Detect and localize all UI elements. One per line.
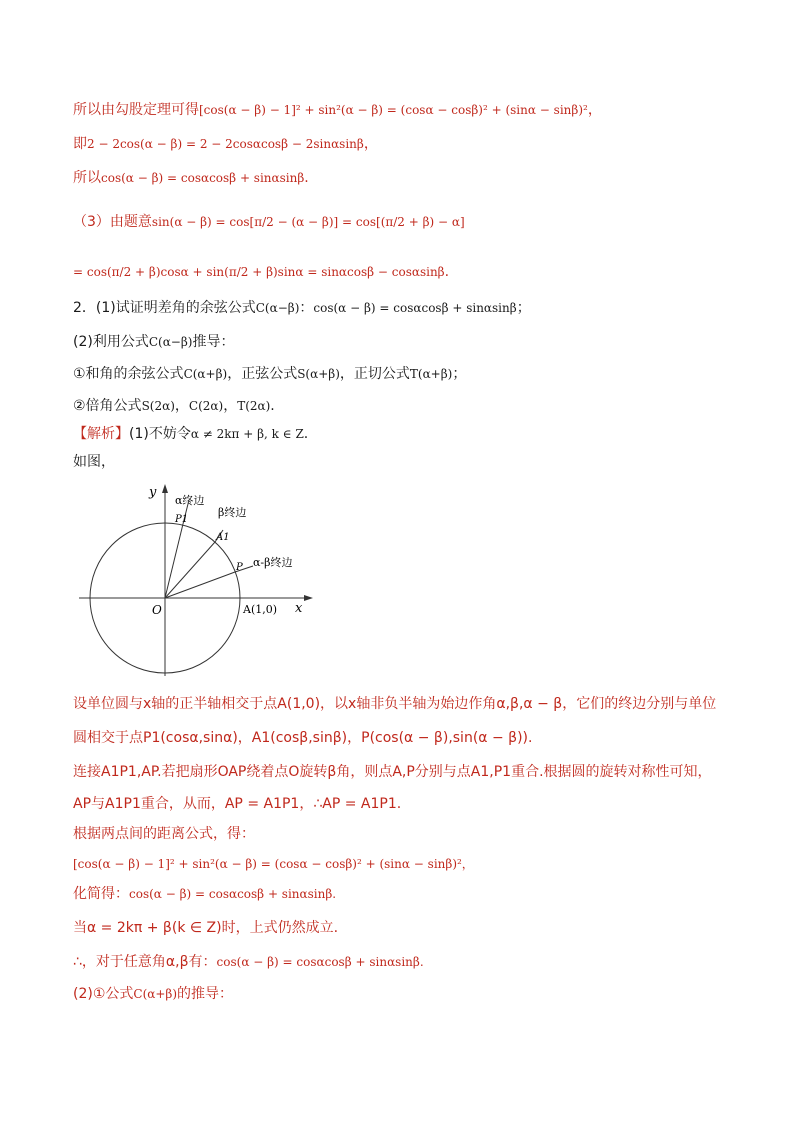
alpha-terminal-side xyxy=(165,524,183,598)
part3-equation-1: sin(α − β) = cos[π/2 − (α − β)] = cos[(π/2 + β) − α] xyxy=(151,215,465,229)
double-angle-label: ②倍角公式 xyxy=(73,398,142,414)
question-2-part2-end: 推导： xyxy=(192,334,235,350)
punct: ： xyxy=(299,300,314,316)
formula-symbol: S(2α) xyxy=(141,399,175,413)
analysis-line-4 xyxy=(73,728,532,748)
y-axis-label: y xyxy=(149,485,157,500)
proof-line-1-text: 所以由勾股定理可得 xyxy=(73,102,199,118)
part3-line-1 xyxy=(73,212,465,232)
origin-label: O xyxy=(152,603,162,617)
proof-line-3-prefix: 所以 xyxy=(73,170,101,186)
formula-symbol: T(2α) xyxy=(237,399,271,413)
point-p1-label: P1 xyxy=(175,514,189,525)
analysis-line-9 xyxy=(73,884,336,904)
analysis-line-11 xyxy=(73,952,424,972)
intersection-points-text: 圆相交于点P1(cosα,sinα)，A1(cosβ,sinβ)，P(cos(α − β),sin(α − β)). xyxy=(73,730,533,746)
pythagorean-equation: [cos(α − β) − 1]² + sin²(α − β) = (cosα − cosβ)² + (sinα − sinβ)² xyxy=(199,103,588,117)
conclusion-text: ∴，对于任意角α,β有： xyxy=(73,954,217,970)
special-case-text: 当α = 2kπ + β(k ∈ Z)时，上式仍然成立. xyxy=(73,920,339,936)
alpha-minus-beta-terminal-side xyxy=(165,572,235,598)
sum-cosine-label: ①和角的余弦公式 xyxy=(73,366,184,382)
punct: . xyxy=(303,426,309,442)
analysis-line-6 xyxy=(73,794,401,814)
punct: ； xyxy=(516,300,531,316)
proof-line-2-prefix: 即 xyxy=(73,136,87,152)
punct: ， xyxy=(587,102,602,118)
analysis-line-7 xyxy=(73,824,255,844)
conclusion-formula: cos(α − β) = cosαcosβ + sinαsinβ. xyxy=(216,955,424,969)
part2-derivation-text: (2)①公式 xyxy=(73,986,134,1002)
distance-equation: [cos(α − β) − 1]² + sin²(α − β) = (cosα − cosβ)² + (sinα − sinβ)²， xyxy=(73,857,474,871)
question-2-line-3 xyxy=(73,364,466,384)
analysis-line-3 xyxy=(73,694,716,714)
proof-line-3 xyxy=(73,168,309,188)
formula-symbol: C(α+β) xyxy=(133,987,178,1001)
rotation-text: 连接A1P1,AP.若把扇形OAP绕着点O旋转β角，则点A,P分别与点A1,P1重合.根据圆的旋转对称性可知， xyxy=(73,764,712,780)
part3-equation-2: = cos(π/2 + β)cosα + sin(π/2 + β)sinα = sinαcosβ − cosαsinβ xyxy=(73,265,445,279)
analysis-line-5 xyxy=(73,762,712,782)
analysis-tag: 【解析】 xyxy=(73,426,129,442)
difference-formula-result: cos(α − β) = cosαcosβ + sinαsinβ xyxy=(101,171,305,185)
analysis-assume: (1)不妨令 xyxy=(129,426,191,442)
punct: ， xyxy=(363,136,378,152)
simplify-text: 化简得： xyxy=(73,886,129,902)
unit-circle-figure xyxy=(75,480,325,680)
analysis-line-8 xyxy=(73,854,474,874)
derivation-heading-end: 的推导： xyxy=(177,986,234,1002)
question-2-line-1 xyxy=(73,298,531,318)
part3-prefix: （3）由题意 xyxy=(73,214,152,230)
alpha-minus-beta-side-label: α-β终边 xyxy=(253,556,293,569)
alpha-side-label: α终边 xyxy=(175,494,205,507)
punct: . xyxy=(304,170,309,186)
formula-symbol: C(α−β) xyxy=(255,301,300,315)
punct: ， xyxy=(174,398,189,414)
question-2-line-4 xyxy=(73,396,275,416)
question-2-intro: 2．(1)试证明差角的余弦公式 xyxy=(73,300,256,316)
proof-line-1 xyxy=(73,100,602,120)
assumption-condition: α ≠ 2kπ + β, k ∈ Z xyxy=(190,427,304,441)
distance-formula-text: 根据两点间的距离公式，得： xyxy=(73,826,255,842)
analysis-line-12 xyxy=(73,984,233,1004)
question-2-line-2 xyxy=(73,332,234,352)
tangent-label: ，正切公式 xyxy=(339,366,410,382)
sine-label: ，正弦公式 xyxy=(227,366,298,382)
difference-cosine-formula: cos(α − β) = cosαcosβ + sinαsinβ xyxy=(313,301,517,315)
x-axis-arrow xyxy=(304,595,313,601)
formula-symbol: T(α+β) xyxy=(409,367,453,381)
point-a-label: A(1,0) xyxy=(243,603,278,616)
x-axis-label: x xyxy=(295,601,303,616)
punct: . xyxy=(270,398,275,414)
analysis-line-10 xyxy=(73,918,338,938)
simplified-result: cos(α − β) = cosαcosβ + sinαsinβ. xyxy=(129,887,337,901)
formula-symbol: C(α+β) xyxy=(183,367,228,381)
formula-symbol: C(2α) xyxy=(188,399,224,413)
unit-circle-setup-text: 设单位圆与x轴的正半轴相交于点A(1,0)，以x轴非负半轴为始边作角α,β,α − β，它们的终边分别与单位 xyxy=(73,696,717,712)
y-axis-arrow xyxy=(162,484,168,493)
simplified-equation: 2 − 2cos(α − β) = 2 − 2cosαcosβ − 2sinαsinβ xyxy=(87,137,364,151)
punct: ， xyxy=(223,398,238,414)
coincide-text: AP与A1P1重合，从而，AP = A1P1，∴AP = A1P1. xyxy=(73,796,402,812)
proof-line-2 xyxy=(73,134,378,154)
point-p-label: P xyxy=(236,562,243,573)
punct: . xyxy=(444,264,450,280)
formula-symbol: S(α+β) xyxy=(297,367,340,381)
beta-terminal-side xyxy=(165,542,215,598)
formula-symbol: C(α−β) xyxy=(148,335,193,349)
point-a1-label: A1 xyxy=(216,532,230,543)
as-figure-text: 如图， xyxy=(73,454,115,470)
punct: ； xyxy=(452,366,467,382)
part3-line-2 xyxy=(73,262,449,282)
analysis-line-2 xyxy=(73,452,115,472)
question-2-part2: (2)利用公式 xyxy=(73,334,149,350)
analysis-line-1 xyxy=(73,424,308,444)
beta-side-label: β终边 xyxy=(218,506,247,519)
